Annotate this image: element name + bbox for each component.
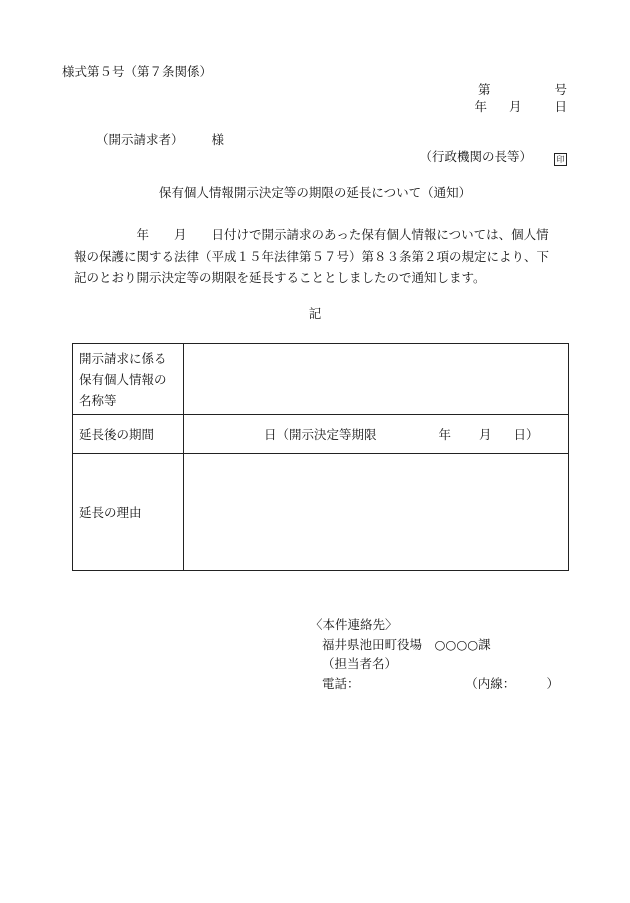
sender	[0, 151, 567, 166]
period-year: 年	[438, 427, 452, 442]
period-day-text: 日（開示決定等期限	[264, 427, 377, 442]
date-month: 月	[508, 99, 522, 114]
info-name-label-line-1: 開示請求に係る	[79, 350, 167, 366]
info-name-label-line-2: 保有個人情報の	[79, 371, 167, 387]
reason-label: 延長の理由	[73, 454, 184, 571]
table-row-extended-period	[73, 415, 569, 454]
body-line-3: 記のとおり開示決定等の期限を延長することとしましたので通知します。	[74, 270, 486, 285]
period-month: 月	[479, 427, 492, 442]
sender-label: （行政機関の長等）	[419, 149, 532, 164]
addressee	[96, 134, 224, 147]
info-name-label	[73, 344, 184, 415]
details-table	[72, 343, 569, 571]
document-title	[0, 187, 630, 200]
contact-phone: 電話：	[322, 675, 360, 691]
form-number: 様式第５号（第７条関係）	[62, 64, 213, 79]
body-text	[74, 224, 572, 289]
reason-value[interactable]	[184, 454, 569, 571]
document-number-suffix: 号	[554, 82, 567, 97]
seal-icon: 印	[554, 153, 567, 166]
addressee-honorific: 様	[211, 132, 225, 147]
ki-text: 記	[308, 306, 322, 321]
contact-office: 福井県池田町役場 ○○○○課	[322, 636, 491, 652]
body-line-2: 報の保護に関する法律（平成１５年法律第５７号）第８３条第２項の規定により、下	[74, 248, 550, 264]
document-title-text: 保有個人情報開示決定等の期限の延長について（通知）	[158, 185, 472, 200]
table-row-info-name	[73, 344, 569, 415]
table-row-reason	[73, 454, 569, 571]
info-name-value[interactable]	[184, 344, 569, 415]
date-day: 日	[554, 99, 567, 114]
contact-phone-line	[310, 674, 559, 694]
extended-period-label: 延長後の期間	[73, 415, 184, 454]
info-name-label-line-3: 名称等	[79, 392, 117, 408]
body-line-1: 年 月 日付けで開示請求のあった保有個人情報については、個人情	[74, 227, 549, 242]
date-year: 年	[474, 99, 487, 114]
ki-heading	[0, 308, 630, 321]
document-number	[0, 84, 567, 97]
document-number-prefix: 第	[477, 82, 491, 97]
contact-person: （担当者名）	[322, 656, 398, 671]
period-day-end: 日）	[513, 427, 539, 442]
contact-block	[310, 615, 559, 693]
contact-heading: 〈本件連絡先〉	[310, 617, 398, 632]
document-date	[0, 101, 567, 114]
addressee-label: （開示請求者）	[96, 132, 184, 147]
extended-period-value[interactable]	[184, 415, 569, 454]
contact-extension: （内線： ）	[471, 675, 560, 691]
